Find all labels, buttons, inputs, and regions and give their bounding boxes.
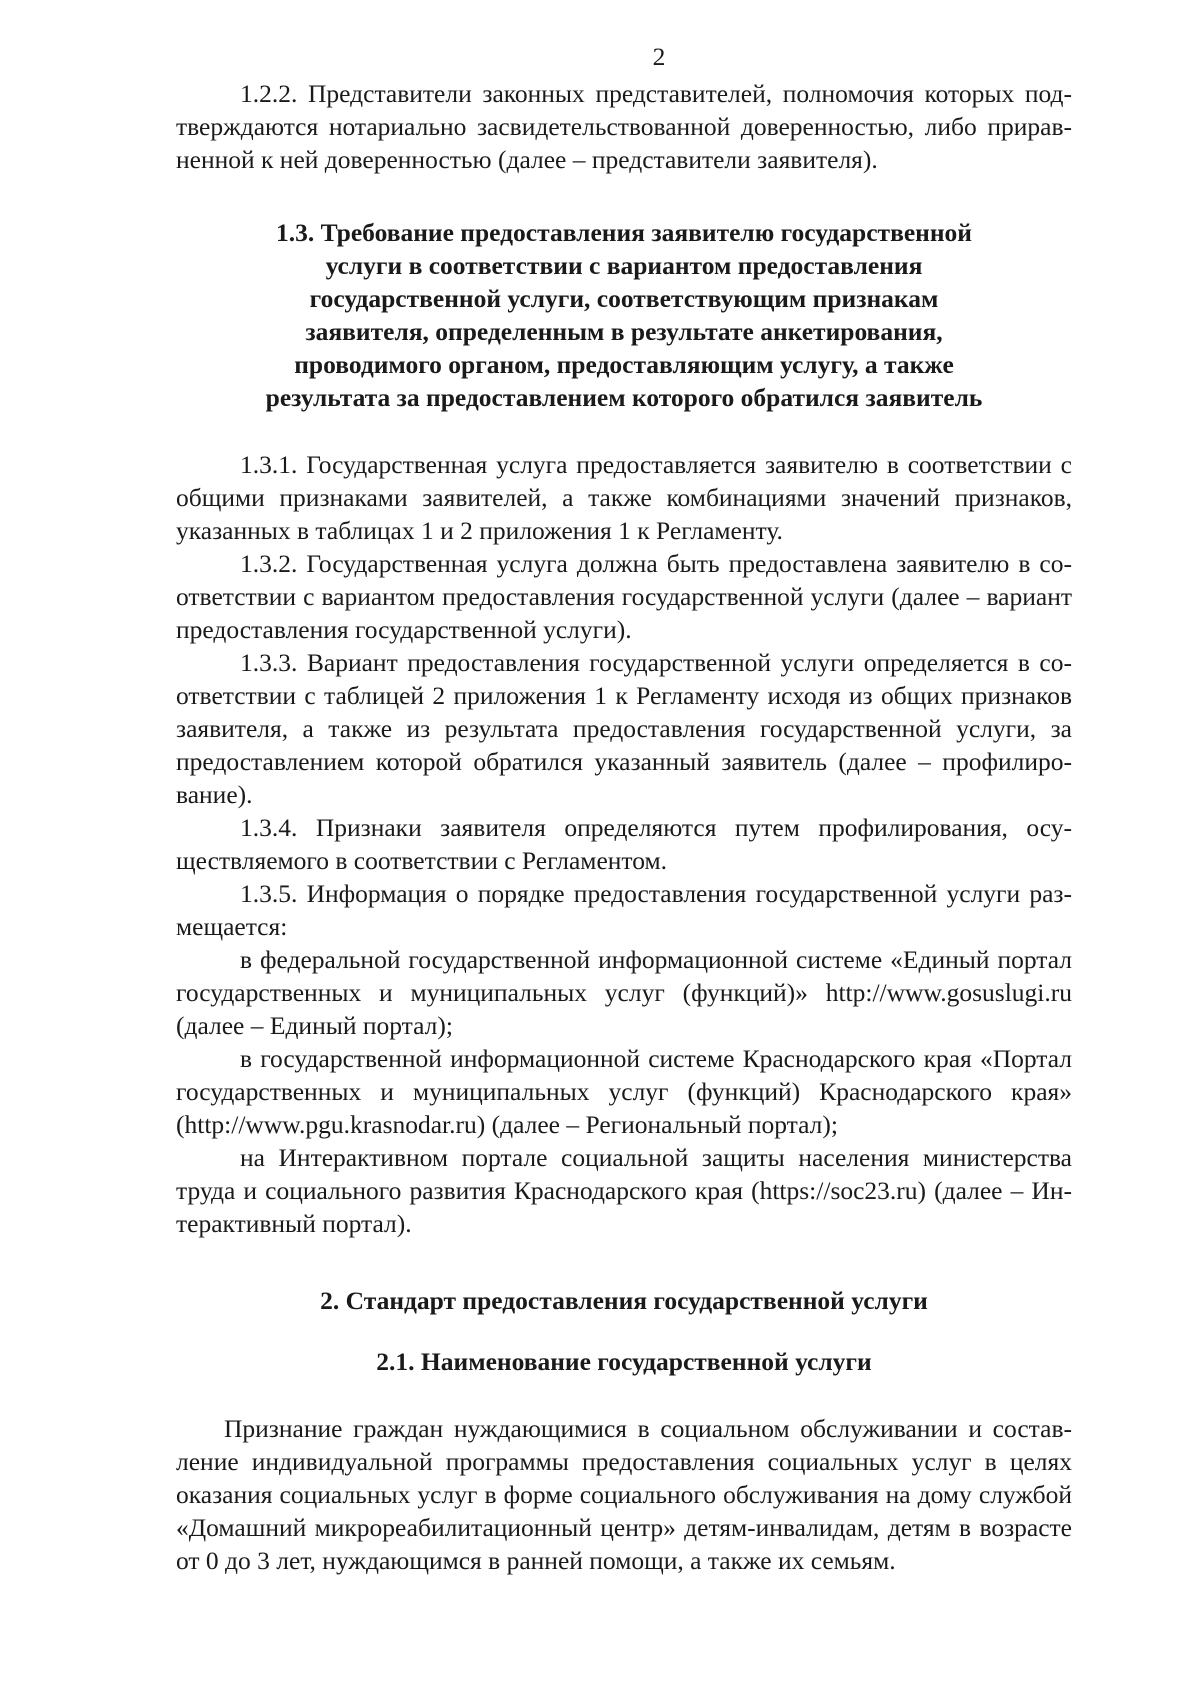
heading-1-3-line: результата за предоставлением которого обратился заявитель: [265, 383, 983, 412]
heading-1-3-line: заявителя, определенным в результате анкетирования,: [305, 317, 943, 346]
service-name-paragraph: Признание граждан нуждающимися в социальном обслуживании и составление индивидуальной программы предоставления социальных услуг в целях оказания социальных услуг в форме социального обслуживания на дому службой «Домашний микрореабилитационный центр» детям-инвалидам, детям в возрасте от 0 до 3 лет, нуждающимся в ранней помощи, а также их семьям.: [176, 1414, 1072, 1575]
paragraph-1-3-2: 1.3.2. Государственная услуга должна быть предоставлена заявителю в соответствии с вариантом предоставления государственной услуги (далее – вариант предоставления государственной услуги).: [176, 549, 1072, 644]
paragraph-1-3-5: 1.3.5. Информация о порядке предоставления государственной услуги размещается:: [176, 879, 1072, 941]
paragraph-1-3-4: 1.3.4. Признаки заявителя определяются путем профилирования, осуществляемого в соответствии с Регламентом.: [176, 813, 1072, 875]
heading-1-3: [176, 216, 1072, 414]
heading-1-3-line: 1.3. Требование предоставления заявителю государственной: [276, 218, 972, 247]
heading-1-3-line: услуги в соответствии с вариантом предоставления: [325, 251, 923, 280]
document-page: [176, 40, 1072, 1577]
paragraph-1-3-5-federal-portal: в федеральной государственной информационной системе «Единый портал государственных и муниципальных услуг (функций)» http://www.gosuslugi.ru (далее – Единый портал);: [176, 945, 1072, 1040]
heading-2: 2. Стандарт предоставления государственной услуги: [320, 1286, 928, 1315]
paragraph-1-3-5-regional-portal: в государственной информационной системе Краснодарского края «Портал государственных и муниципальных услуг (функций) Краснодарского края» (http://www.pgu.krasnodar.ru) (далее – Региональный портал);: [176, 1044, 1072, 1139]
heading-1-3-line: государственной услуги, соответствующим признакам: [309, 284, 939, 313]
paragraph-1-3-5-interactive-portal: на Интерактивном портале социальной защиты населения министерства труда и социального развития Краснодарского края (https://soc23.ru) (далее – Интерактивный портал).: [176, 1143, 1072, 1238]
heading-1-3-line: проводимого органом, предоставляющим услугу, а также: [294, 350, 954, 379]
paragraph-1-3-3: 1.3.3. Вариант предоставления государственной услуги определяется в соответствии с таблицей 2 приложения 1 к Регламенту исходя из общих признаков заявителя, а также из результата предоставления государственной услуги, за предоставлением которой обратился указанный заявитель (далее – профилирование).: [176, 648, 1072, 809]
paragraph-1-2-2: 1.2.2. Представители законных представителей, полномочия которых подтверждаются нотариально засвидетельствованной доверенностью, либо приравненной к ней доверенностью (далее – представители заявителя).: [176, 79, 1072, 174]
paragraph-1-3-1: 1.3.1. Государственная услуга предоставляется заявителю в соответствии с общими признаками заявителей, а также комбинациями значений признаков, указанных в таблицах 1 и 2 приложения 1 к Регламенту.: [176, 450, 1072, 545]
page-number: 2: [652, 42, 666, 71]
heading-2-1: 2.1. Наименование государственной услуги: [376, 1347, 872, 1376]
